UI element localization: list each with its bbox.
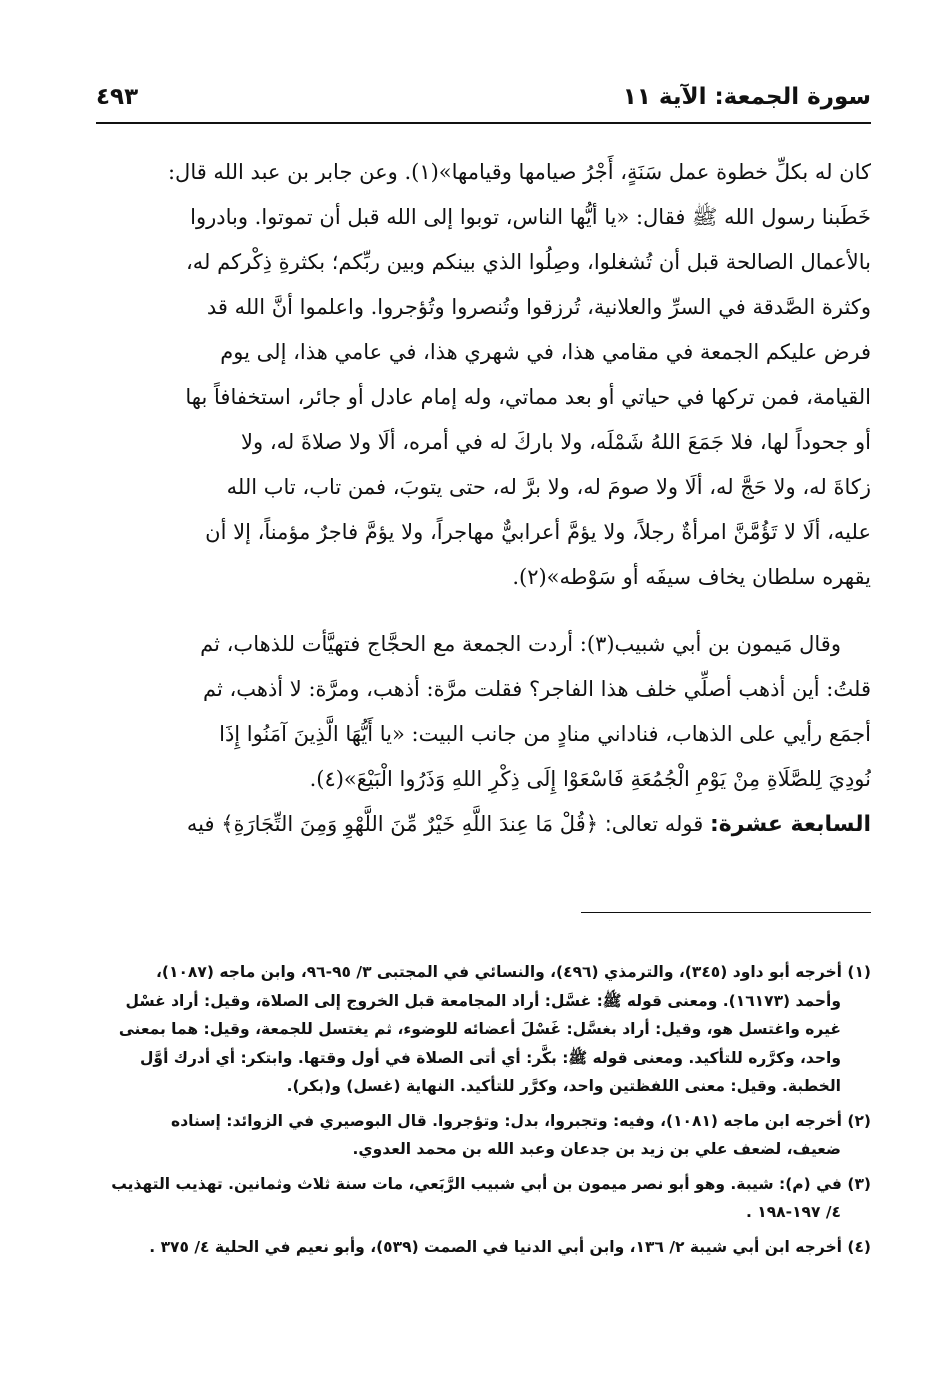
- text-line: عليه، ألَا لا تَؤُمَّنَّ امرأةٌ رجلاً، ولا يؤمَّ أعرابيٌّ مهاجراً، ولا يؤمَّ فاجرٌ مؤمناً، إلا أن: [205, 520, 871, 544]
- running-header: [96, 80, 871, 118]
- text-line: أجمَع رأيي على الذهاب، فناداني منادٍ من جانب البيت: «يا أَيُّهَا الَّذِينَ آمَنُوا إِذَا: [219, 722, 871, 746]
- footnote-line: (٣) في (م): شيبة. وهو أبو نصر ميمون بن أبي شبيب الرَّبَعي، مات سنة ثلاث وثمانين. تهذيب التهذيب: [111, 1174, 871, 1193]
- footnote-line: (٤) أخرجه ابن أبي شيبة ٢/ ١٣٦، وابن أبي الدنيا في الصمت (٥٣٩)، وأبو نعيم في الحلية ٤/ ٣٧٥ .: [149, 1237, 871, 1256]
- footnote-line: الخطبة. وقيل: معنى اللفظتين واحد، وكرَّر للتأكيد. النهاية (غسل) و(بكر).: [286, 1077, 841, 1095]
- footnote-1: [96, 958, 871, 1101]
- footnote-2: [96, 1107, 871, 1164]
- text-line: خَطَبنا رسول الله ﷺ فقال: «يا أيُّها الناس، توبوا إلى الله قبل أن تموتوا. وبادروا: [190, 205, 871, 229]
- section-heading-line: [96, 802, 871, 847]
- header-title: سورة الجمعة: الآية ١١: [622, 84, 871, 110]
- text-line: وقال مَيمون بن أبي شبيب(٣): أردت الجمعة مع الحجَّاج فتهيَّأت للذهاب، ثم: [200, 632, 841, 656]
- footnote-line: ضعيف، لضعف علي بن زيد بن جدعان وعبد الله بن محمد العدوي.: [352, 1140, 841, 1158]
- text-line: وكثرة الصَّدقة في السرِّ والعلانية، تُرزقوا وتُنصروا وتُؤجروا. واعلموا أنَّ الله قد: [206, 295, 871, 319]
- text-line: كان له بكلِّ خطوة عمل سَنَةٍ، أَجْرُ صيامها وقيامها»(١). وعن جابر بن عبد الله قال:: [167, 160, 871, 184]
- section-label: السابعة عشرة:: [709, 812, 871, 837]
- footnote-line: (١) أخرجه أبو داود (٣٤٥)، والترمذي (٤٩٦)، والنسائي في المجتبى ٣/ ٩٥-٩٦، وابن ماجه (١٠٨٧)،: [156, 963, 871, 981]
- text-line: قلتُ: أين أذهب أصلِّي خلف هذا الفاجر؟ فقلت مرَّة: أذهب، ومرَّة: لا أذهب، ثم: [202, 677, 871, 701]
- footnote-line: (٢) أخرجه ابن ماجه (١٠٨١)، وفيه: وتجبروا، بدل: وتؤجروا. قال البوصيري في الزوائد: إسناده: [171, 1111, 871, 1130]
- footnote-line: واحد، وكرَّره للتأكيد. ومعنى قوله ﷺ: بكَّر: أي أتى الصلاة في أول وقتها. وابتكر: أي أدرك أوَّل: [139, 1048, 841, 1067]
- header-divider: [96, 122, 871, 124]
- text-line: زكاةَ له، ولا حَجَّ له، ألَا ولا صومَ له، ولا برَّ له، حتى يتوبَ، فمن تاب، تاب الله: [226, 475, 871, 499]
- text-line: نُودِيَ لِلصَّلَاةِ مِنْ يَوْمِ الْجُمُعَةِ فَاسْعَوْا إِلَى ذِكْرِ اللهِ وَذَرُوا الْبَيْعَ»(٤).: [309, 767, 871, 791]
- text-line: بالأعمال الصالحة قبل أن تُشغلوا، وصِلُوا الذي بينكم وبين ربِّكم؛ بكثرةِ ذِكْركم له،: [185, 250, 871, 274]
- footnote-line: غيره واغتسل هو، وقيل: أراد بغسَّل: غَسْلَ أعضائه للوضوء، ثم يغتسل للجمعة، وقيل: هما بمعنى: [118, 1020, 841, 1038]
- footnote-4: [96, 1233, 871, 1262]
- text-line: القيامة، فمن تركها في حياتي أو بعد مماتي، وله إمام عادل أو جائر، استخفافاً بها: [185, 385, 871, 409]
- section-text: قوله تعالى: ﴿قُلْ مَا عِندَ اللَّهِ خَيْرٌ مِّنَ اللَّهْوِ وَمِنَ التِّجَارَةِ﴾ فيه: [186, 812, 704, 836]
- paragraph-1: [96, 150, 871, 600]
- footnotes: [96, 958, 871, 1267]
- footnote-3: [96, 1170, 871, 1227]
- footnote-line: ٤/ ١٩٧-١٩٨ .: [745, 1203, 841, 1221]
- page-number: ٤٩٣: [96, 84, 139, 110]
- main-text: [96, 150, 871, 847]
- text-line: أو جحوداً لها، فلا جَمَعَ اللهُ شَمْلَه، ولا باركَ له في أمره، ألَا ولا صلاةَ له، ولا: [241, 430, 871, 454]
- footnote-divider: [581, 912, 871, 913]
- paragraph-2: [96, 622, 871, 802]
- text-line: يقهره سلطان يخاف سيفَه أو سَوْطه»(٢).: [512, 565, 871, 589]
- text-line: فرض عليكم الجمعة في مقامي هذا، في شهري هذا، في عامي هذا، إلى يوم: [220, 340, 871, 364]
- footnote-line: وأحمد (١٦١٧٣). ومعنى قوله ﷺ: غسَّل: أراد المجامعة قبل الخروج إلى الصلاة، وقيل: أراد غسْل: [125, 991, 841, 1010]
